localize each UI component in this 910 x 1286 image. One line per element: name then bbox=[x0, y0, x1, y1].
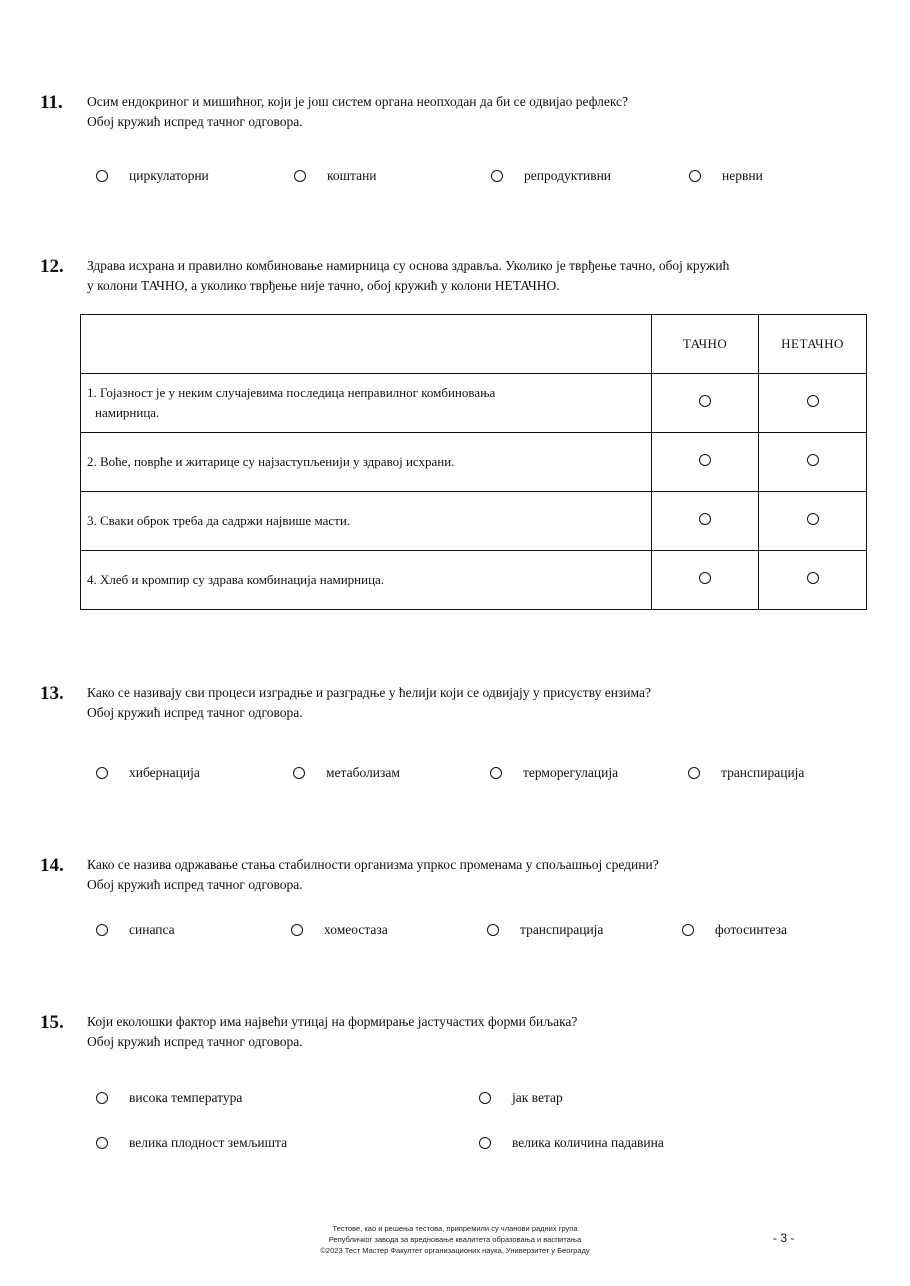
false-cell[interactable] bbox=[759, 492, 867, 551]
option-label: метаболизам bbox=[326, 765, 400, 780]
radio-circle-icon[interactable] bbox=[682, 924, 694, 936]
option-q13-a[interactable] bbox=[96, 765, 200, 781]
radio-circle-icon[interactable] bbox=[807, 395, 819, 407]
radio-circle-icon[interactable] bbox=[807, 454, 819, 466]
footer-copyright: ©2023 Тест Мастер Факултет организационих наука, Универзитет у Београду bbox=[320, 1246, 590, 1255]
radio-circle-icon[interactable] bbox=[96, 924, 108, 936]
table-row bbox=[81, 492, 867, 551]
option-label: терморегулација bbox=[523, 765, 619, 780]
radio-circle-icon[interactable] bbox=[699, 513, 711, 525]
option-q11-d[interactable] bbox=[689, 168, 763, 184]
statement-text: 4. Хлеб и кромпир су здрава комбинација намирница. bbox=[87, 572, 385, 587]
option-label: висока температура bbox=[129, 1090, 243, 1105]
statement-text: 1. Гојазност је у неким случајевима последица неправилног комбиновања bbox=[87, 385, 496, 400]
question-instruction: у колони ТАЧНО, а уколико тврђење није тачно, обој кружић у колони НЕТАЧНО. bbox=[87, 278, 560, 293]
statement-text: 3. Сваки оброк треба да садржи највише масти. bbox=[87, 513, 351, 528]
question-prompt: Како се називају сви процеси изградње и разградње у ћелији који се одвијају у присуству ензима? bbox=[87, 685, 651, 700]
option-q15-a[interactable] bbox=[96, 1090, 242, 1106]
footer-line: Тестове, као и решења тестова, припремили су чланови радних група bbox=[332, 1224, 578, 1233]
question-text bbox=[87, 855, 877, 895]
page-number: - 3 - bbox=[773, 1231, 795, 1245]
table-row bbox=[81, 551, 867, 610]
option-q14-a[interactable] bbox=[96, 922, 175, 938]
option-label: хомеостаза bbox=[324, 922, 388, 937]
true-cell[interactable] bbox=[652, 551, 759, 610]
option-q14-b[interactable] bbox=[291, 922, 388, 938]
radio-circle-icon[interactable] bbox=[96, 1137, 108, 1149]
option-label: велика плодност земљишта bbox=[129, 1135, 288, 1150]
radio-circle-icon[interactable] bbox=[479, 1137, 491, 1149]
true-cell[interactable] bbox=[652, 433, 759, 492]
radio-circle-icon[interactable] bbox=[291, 924, 303, 936]
statement-cell bbox=[81, 492, 652, 551]
option-label: циркулаторни bbox=[129, 168, 209, 183]
footer-line: Републичког завода за вредновање квалитета образовања и васпитања bbox=[328, 1235, 582, 1244]
question-prompt: Који еколошки фактор има највећи утицај на формирање јастучастих форми биљака? bbox=[87, 1014, 578, 1029]
question-instruction: Обој кружић испред тачног одговора. bbox=[87, 1034, 303, 1049]
option-label: репродуктивни bbox=[524, 168, 612, 183]
option-label: транспирација bbox=[721, 765, 805, 780]
question-prompt: Осим ендокриног и мишићног, који је још систем органа неопходан да би се одвијао рефлекс? bbox=[87, 94, 629, 109]
table-row bbox=[81, 433, 867, 492]
question-number: 12. bbox=[40, 256, 64, 277]
option-q14-d[interactable] bbox=[682, 922, 787, 938]
radio-circle-icon[interactable] bbox=[688, 767, 700, 779]
column-header-label: ТАЧНО bbox=[682, 336, 728, 351]
option-label: јак ветар bbox=[512, 1090, 563, 1105]
option-q11-b[interactable] bbox=[294, 168, 377, 184]
radio-circle-icon[interactable] bbox=[699, 395, 711, 407]
table-header-empty bbox=[81, 315, 652, 374]
option-q11-c[interactable] bbox=[491, 168, 611, 184]
statement-cell bbox=[81, 551, 652, 610]
option-q15-c[interactable] bbox=[96, 1135, 287, 1151]
option-label: синапса bbox=[129, 922, 175, 937]
question-text bbox=[87, 1012, 877, 1052]
radio-circle-icon[interactable] bbox=[490, 767, 502, 779]
true-cell[interactable] bbox=[652, 374, 759, 433]
radio-circle-icon[interactable] bbox=[689, 170, 701, 182]
question-prompt: Здрава исхрана и правилно комбиновање намирница су основа здравља. Уколико је тврђење тачно, обој кружић bbox=[87, 258, 730, 273]
radio-circle-icon[interactable] bbox=[699, 454, 711, 466]
radio-circle-icon[interactable] bbox=[807, 572, 819, 584]
false-cell[interactable] bbox=[759, 551, 867, 610]
option-q13-b[interactable] bbox=[293, 765, 400, 781]
question-text bbox=[87, 256, 877, 296]
table-row bbox=[81, 374, 867, 433]
radio-circle-icon[interactable] bbox=[96, 1092, 108, 1104]
question-number: 13. bbox=[40, 683, 64, 704]
question-number: 11. bbox=[40, 92, 63, 113]
option-label: нервни bbox=[722, 168, 763, 183]
question-text bbox=[87, 92, 877, 132]
option-label: коштани bbox=[327, 168, 377, 183]
question-instruction: Обој кружић испред тачног одговора. bbox=[87, 705, 303, 720]
page-footer bbox=[220, 1223, 690, 1256]
column-header-label: НЕТАЧНО bbox=[781, 336, 844, 351]
statement-cell bbox=[81, 374, 652, 433]
question-instruction: Обој кружић испред тачног одговора. bbox=[87, 114, 303, 129]
option-q11-a[interactable] bbox=[96, 168, 209, 184]
radio-circle-icon[interactable] bbox=[491, 170, 503, 182]
radio-circle-icon[interactable] bbox=[96, 170, 108, 182]
statement-cell bbox=[81, 433, 652, 492]
column-header-true bbox=[652, 315, 759, 374]
statement-text-continued: намирница. bbox=[95, 405, 160, 420]
option-q13-d[interactable] bbox=[688, 765, 804, 781]
option-label: фотосинтеза bbox=[715, 922, 787, 937]
option-label: хибернација bbox=[129, 765, 200, 780]
table-header-row bbox=[81, 315, 867, 374]
question-instruction: Обој кружић испред тачног одговора. bbox=[87, 877, 303, 892]
radio-circle-icon[interactable] bbox=[293, 767, 305, 779]
question-number: 15. bbox=[40, 1012, 64, 1033]
question-prompt: Како се назива одржавање стања стабилности организма упркос променама у спољашњој средини? bbox=[87, 857, 659, 872]
true-false-table bbox=[80, 314, 867, 610]
radio-circle-icon[interactable] bbox=[96, 767, 108, 779]
statement-text: 2. Воће, поврће и житарице су најзаступљенији у здравој исхрани. bbox=[87, 454, 455, 469]
true-cell[interactable] bbox=[652, 492, 759, 551]
radio-circle-icon[interactable] bbox=[479, 1092, 491, 1104]
option-label: велика количина падавина bbox=[512, 1135, 664, 1150]
radio-circle-icon[interactable] bbox=[807, 513, 819, 525]
option-q13-c[interactable] bbox=[490, 765, 618, 781]
question-number: 14. bbox=[40, 855, 64, 876]
column-header-false bbox=[759, 315, 867, 374]
option-q15-b[interactable] bbox=[479, 1090, 563, 1106]
question-text bbox=[87, 683, 877, 723]
false-cell[interactable] bbox=[759, 374, 867, 433]
radio-circle-icon[interactable] bbox=[487, 924, 499, 936]
false-cell[interactable] bbox=[759, 433, 867, 492]
radio-circle-icon[interactable] bbox=[294, 170, 306, 182]
option-q15-d[interactable] bbox=[479, 1135, 664, 1151]
option-q14-c[interactable] bbox=[487, 922, 603, 938]
radio-circle-icon[interactable] bbox=[699, 572, 711, 584]
option-label: транспирација bbox=[520, 922, 604, 937]
